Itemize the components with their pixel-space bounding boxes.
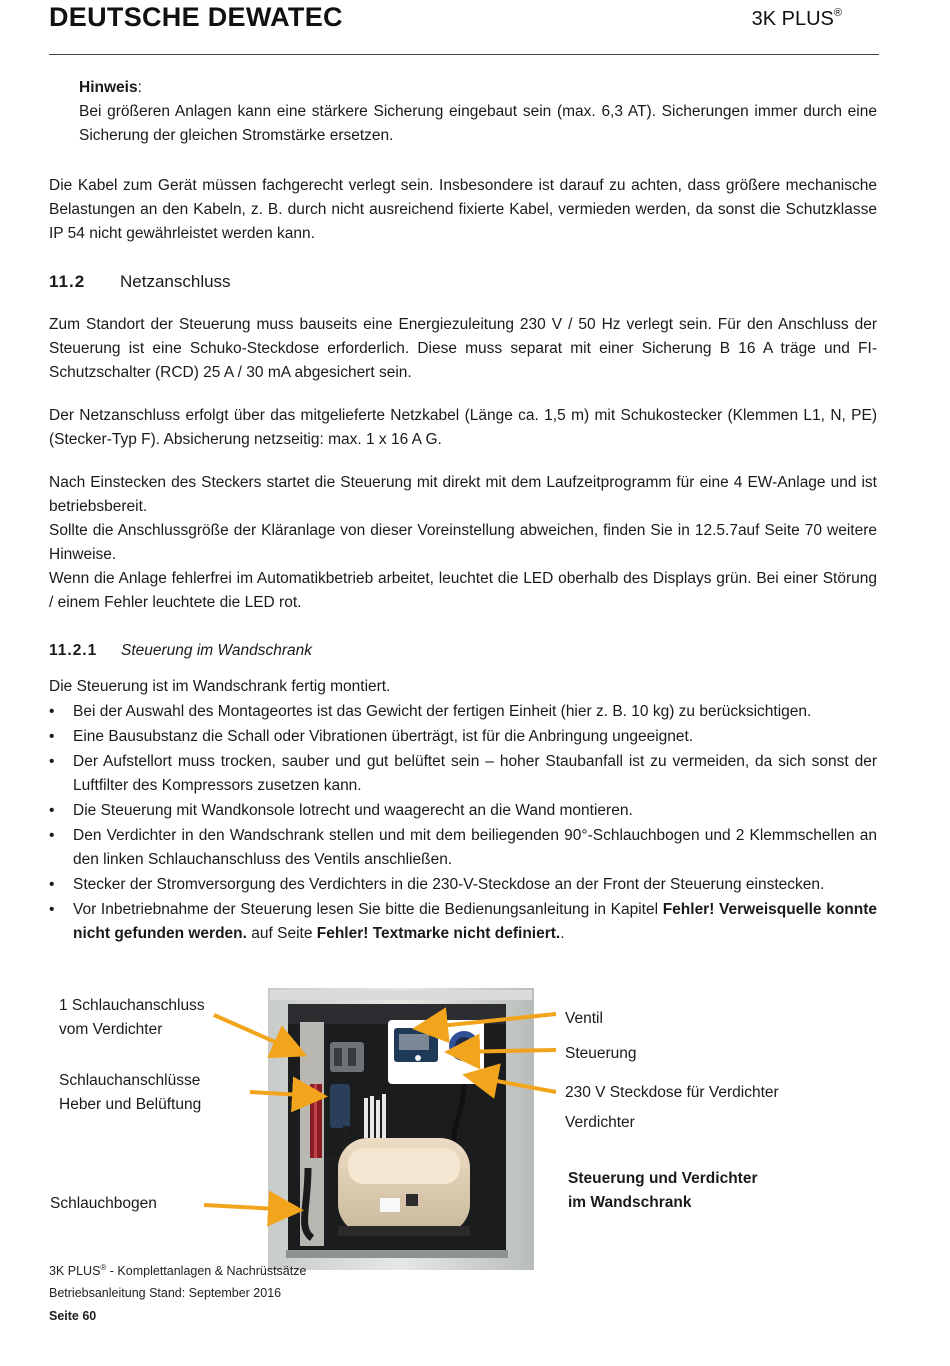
paragraph-netzanschluss: Der Netzanschluss erfolgt über das mitgelieferte Netzkabel (Länge ca. 1,5 m) mit Schukostecker (Klemmen L1, N, PE) (Stecker-Typ F). Absicherung netzseitig: max. 1 x 16 A G. <box>49 407 877 448</box>
instruction-list <box>49 700 877 947</box>
hinweis-heading <box>79 76 877 100</box>
subsection-number: 11.2.1 <box>49 642 98 659</box>
footer-stand: Betriebsanleitung Stand: September 2016 <box>49 1286 282 1300</box>
caption-line: im Wandschrank <box>568 1194 692 1211</box>
paragraph-kabel: Die Kabel zum Gerät müssen fachgerecht verlegt sein. Insbesondere ist darauf zu achten, dass größere mechanische Belastungen an den Kabeln, z. B. durch nicht ausreichend fixierte Kabel, vermieden werden, da sonst die Schutzklasse IP 54 nicht gewährleistet werden kann. <box>49 177 877 242</box>
label-schlauchanschluesse <box>59 1069 201 1117</box>
footer-product-rest: - Komplettanlagen & Nachrüstsätze <box>106 1264 307 1279</box>
hinweis-block <box>79 76 877 148</box>
footer-registered-mark: ® <box>100 1263 107 1272</box>
label-line: 1 Schlauchanschluss <box>59 997 205 1014</box>
paragraph-line-betriebsbereit: Nach Einstecken des Steckers startet die Steuerung mit direkt mit dem Laufzeitprogramm für eine 4 EW-Anlage und ist betriebsbereit. <box>49 474 877 515</box>
label-line: Heber und Belüftung <box>59 1096 202 1113</box>
page-number: Seite 60 <box>49 1309 97 1323</box>
section-heading-11-2 <box>49 272 231 292</box>
list-item: • Der Aufstellort muss trocken, sauber und gut belüftet sein – hoher Staubanfall ist zu vermeiden, da sich sonst der Luftfilter des Kompressors zusetzen kann. <box>49 750 877 798</box>
label-line: Schlauchanschlüsse <box>59 1072 201 1089</box>
label-ventil: Ventil <box>565 1010 603 1027</box>
brand-name: DEUTSCHE DEWATEC <box>49 2 343 32</box>
label-schlauchanschluss <box>59 994 205 1042</box>
reference-error-1: Fehler! Verweisquelle konnte nicht gefunden werden. <box>73 901 878 942</box>
subsection-intro: Die Steuerung ist im Wandschrank fertig montiert. <box>49 678 391 695</box>
arrow-steuerung <box>452 1050 556 1052</box>
arrow-schlauchbogen <box>204 1205 296 1210</box>
paragraph-line-led: Wenn die Anlage fehlerfrei im Automatikbetrieb arbeitet, leuchtet die LED oberhalb des Displays grün. Bei einer Störung / einem Fehler leuchtete die LED rot. <box>49 570 877 611</box>
footer-product-line <box>49 1263 306 1278</box>
label-verdichter: Verdichter <box>565 1114 635 1131</box>
list-item: • Stecker der Stromversorgung des Verdichters in die 230-V-Steckdose an der Front der Steuerung einstecken. <box>49 873 877 897</box>
section-heading-11-2-1 <box>49 642 312 660</box>
section-title: Netzanschluss <box>120 272 231 291</box>
paragraph-einstecken <box>49 471 877 615</box>
paragraph-line-voreinstellung: Sollte die Anschlussgröße der Kläranlage von dieser Voreinstellung abweichen, finden Sie in 12.5.7auf Seite 70 weitere Hinweise. <box>49 522 877 563</box>
hinweis-title: Hinweis <box>79 79 138 96</box>
paragraph-energiezuleitung: Zum Standort der Steuerung muss bauseits eine Energiezuleitung 230 V / 50 Hz verlegt sein. Für den Anschluss der Steuerung ist eine Schuko-Steckdose erforderlich. Diese muss separat mit einer Sicherung B 16 A träge und FI-Schutzschalter (RCD) 25 A / 30 mA abgesichert sein. <box>49 316 877 381</box>
section-number: 11.2 <box>49 272 86 291</box>
product-name <box>752 7 842 31</box>
reference-pre: Vor Inbetriebnahme der Steuerung lesen Sie bitte die Bedienungsanleitung in Kapitel <box>73 901 663 918</box>
subsection-title: Steuerung im Wandschrank <box>121 642 312 659</box>
reference-error-2: Fehler! Textmarke nicht definiert. <box>316 925 561 942</box>
reference-mid: auf Seite <box>246 925 317 942</box>
arrow-schlauchanschluss <box>214 1015 300 1053</box>
hinweis-text: Bei größeren Anlagen kann eine stärkere Sicherung eingebaut sein (max. 6,3 AT). Sicherungen immer durch eine Sicherung der gleichen Stromstärke ersetzen. <box>79 103 877 144</box>
hinweis-colon: : <box>137 79 142 96</box>
label-steuerung: Steuerung <box>565 1045 637 1062</box>
arrow-schlauchanschluesse <box>250 1092 320 1096</box>
arrow-steckdose <box>470 1076 556 1092</box>
list-item: • Eine Bausubstanz die Schall oder Vibrationen überträgt, ist für die Anbringung ungeeignet. <box>49 725 877 749</box>
header-rule <box>49 54 879 55</box>
label-steckdose: 230 V Steckdose für Verdichter <box>565 1084 779 1101</box>
list-item: • Den Verdichter in den Wandschrank stellen und mit dem beiliegenden 90°-Schlauchbogen und 2 Klemmschellen an den linken Schlauchanschluss des Ventils anschließen. <box>49 824 877 872</box>
reference-post: . <box>560 925 565 942</box>
list-item: • Die Steuerung mit Wandkonsole lotrecht und waagerecht an die Wand montieren. <box>49 799 877 823</box>
registered-mark: ® <box>833 7 842 19</box>
caption-line: Steuerung und Verdichter <box>568 1170 758 1187</box>
list-item-reference <box>49 898 877 946</box>
label-schlauchbogen: Schlauchbogen <box>50 1195 157 1212</box>
label-line: vom Verdichter <box>59 1021 163 1038</box>
figure-caption <box>568 1167 757 1215</box>
arrow-ventil <box>420 1014 556 1028</box>
footer-product: 3K PLUS <box>49 1264 101 1279</box>
list-item: • Bei der Auswahl des Montageortes ist das Gewicht der fertigen Einheit (hier z. B. 10 kg) zu berücksichtigen. <box>49 700 877 724</box>
product-label: 3K PLUS <box>751 8 834 30</box>
